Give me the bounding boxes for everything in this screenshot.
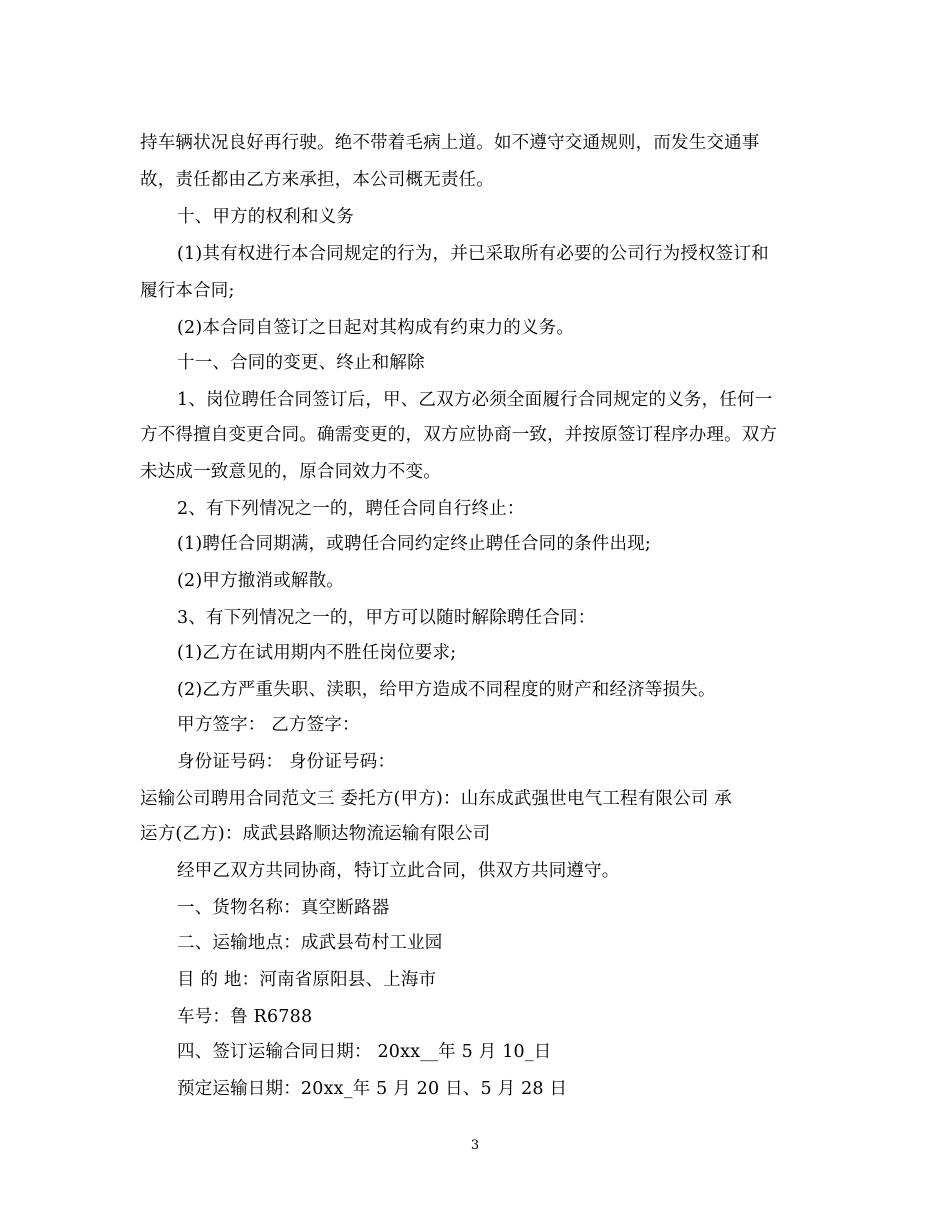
paragraph-line: 履行本合同; (140, 281, 235, 301)
paragraph-line: 方不得擅自变更合同。确需变更的，双方应协商一致，并按原签订程序办理。双方 (140, 425, 778, 445)
paragraph-line: (1)其有权进行本合同规定的行为，并已采取所有必要的公司行为授权签订和 (177, 244, 769, 264)
section-heading: 十、甲方的权利和义务 (177, 207, 354, 227)
paragraph-line: 二、运输地点：成武县苟村工业园 (177, 933, 443, 953)
paragraph-line: (1)聘任合同期满，或聘任合同约定终止聘任合同的条件出现; (177, 534, 651, 554)
section-heading: 十一、合同的变更、终止和解除 (177, 353, 425, 373)
signature-line: 甲方签字： 乙方签字： (177, 715, 360, 735)
paragraph-line: (2)乙方严重失职、渎职，给甲方造成不同程度的财产和经济等损失。 (177, 680, 716, 700)
paragraph-line: 运输公司聘用合同范文三 委托方(甲方)：山东成武强世电气工程有限公司 承 (140, 789, 732, 809)
paragraph-line: 目 的 地：河南省原阳县、上海市 (177, 970, 437, 990)
paragraph-line: (2)本合同自签订之日起对其构成有约束力的义务。 (177, 318, 575, 338)
paragraph-line: 持车辆状况良好再行驶。绝不带着毛病上道。如不遵守交通规则，而发生交通事 (140, 133, 760, 153)
paragraph-line: 未达成一致意见的，原合同效力不变。 (140, 462, 441, 482)
paragraph-line: 一、货物名称：真空断路器 (177, 898, 390, 918)
paragraph-line: 经甲乙双方共同协商，特订立此合同，供双方共同遵守。 (177, 861, 620, 881)
paragraph-line: 车号：鲁 R6788 (177, 1007, 313, 1027)
paragraph-line: 四、签订运输合同日期： 20xx__年 5 月 10_日 (177, 1042, 552, 1062)
paragraph-line: (2)甲方撤消或解散。 (177, 571, 344, 591)
page-number: 3 (470, 1138, 480, 1153)
paragraph-line: 预定运输日期：20xx_年 5 月 20 日、5 月 28 日 (177, 1079, 568, 1099)
paragraph-line: 2、有下列情况之一的，聘任合同自行终止： (177, 499, 525, 519)
id-number-line: 身份证号码： 身份证号码： (177, 752, 396, 772)
paragraph-line: 3、有下列情况之一的，甲方可以随时解除聘任合同： (177, 608, 596, 628)
paragraph-line: 故，责任都由乙方来承担，本公司概无责任。 (140, 170, 494, 190)
paragraph-line: 1、岗位聘任合同签订后，甲、乙双方必须全面履行合同规定的义务，任何一 (177, 390, 773, 410)
paragraph-line: (1)乙方在试用期内不胜任岗位要求; (177, 643, 457, 663)
paragraph-line: 运方(乙方)：成武县路顺达物流运输有限公司 (140, 824, 491, 844)
